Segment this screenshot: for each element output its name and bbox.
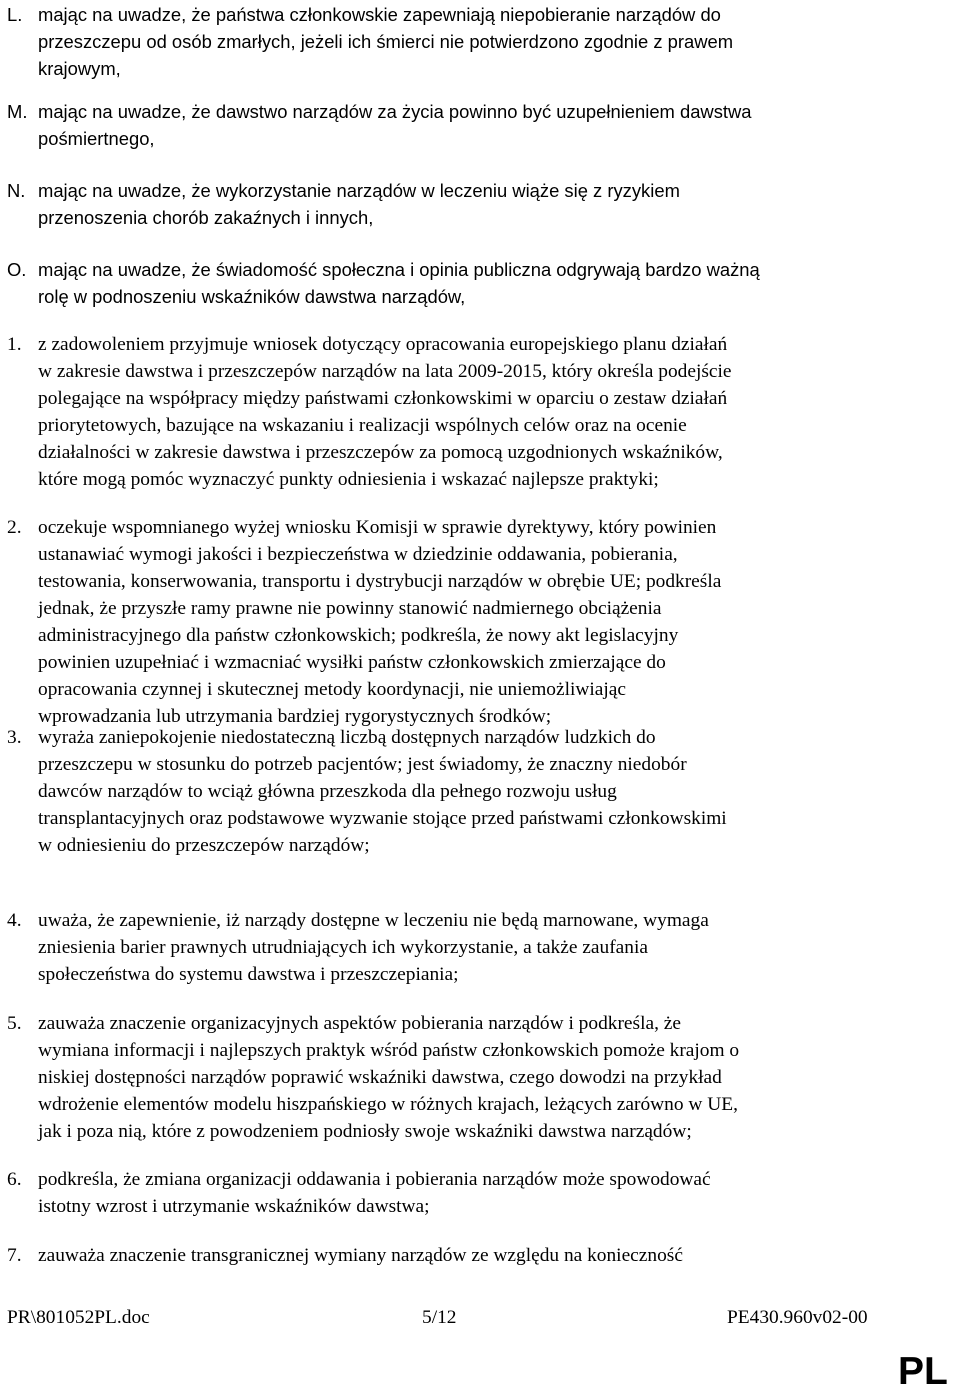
text-line: działalności w zakresie dawstwa i przeszczepów za pomocą uzgodnionych wskaźników, (38, 442, 723, 463)
text-line: uważa, że zapewnienie, iż narządy dostępne w leczeniu nie będą marnowane, wymaga (38, 910, 709, 931)
text-line: społeczeństwa do systemu dawstwa i przeszczepiania; (38, 964, 459, 985)
text-line: wyraża zaniepokojenie niedostateczną liczbą dostępnych narządów ludzkich do (38, 727, 656, 748)
text-line: w zakresie dawstwa i przeszczepów narządów na lata 2009-2015, który określa podejście (38, 361, 732, 382)
paragraph-text (38, 1010, 900, 1145)
text-line: przeszczepu od osób zmarłych, jeżeli ich śmierci nie potwierdzono zgodnie z prawem (38, 31, 734, 52)
paragraph-text (38, 724, 900, 859)
text-line: zauważa znaczenie transgranicznej wymiany narządów ze względu na konieczność (38, 1245, 683, 1266)
paragraph-o (0, 256, 900, 310)
text-line: zauważa znaczenie organizacyjnych aspektów pobierania narządów i podkreśla, że (38, 1013, 681, 1034)
paragraph-label: 5. (7, 1013, 22, 1034)
footer-pe-reference: PE430.960v02-00 (727, 1307, 868, 1328)
text-line: podkreśla, że zmiana organizacji oddawania i pobierania narządów może spowodować (38, 1169, 711, 1190)
paragraph-text (38, 1242, 900, 1269)
text-line: mając na uwadze, że świadomość społeczna i opinia publiczna odgrywają bardzo ważną (38, 259, 760, 280)
paragraph-text (38, 514, 900, 730)
text-line: polegające na współpracy między państwami członkowskimi w oparciu o zestaw działań (38, 388, 728, 409)
paragraph-text (38, 1166, 900, 1220)
text-line: wymiana informacji i najlepszych praktyk wśród państw członkowskich pomoże krajom o (38, 1040, 740, 1061)
paragraph-label: 3. (7, 727, 22, 748)
text-line: przeszczepu w stosunku do potrzeb pacjentów; jest świadomy, że znaczny niedobór (38, 754, 687, 775)
text-line: wdrożenie elementów modelu hiszpańskiego w różnych krajach, leżących zarówno w UE, (38, 1094, 738, 1115)
paragraph-text (38, 98, 900, 152)
language-badge: PL (898, 1350, 948, 1393)
text-line: zniesienia barier prawnych utrudniających ich wykorzystanie, a także zaufania (38, 937, 648, 958)
text-line: istotny wzrost i utrzymanie wskaźników dawstwa; (38, 1196, 430, 1217)
text-line: mając na uwadze, że wykorzystanie narządów w leczeniu wiąże się z ryzykiem (38, 180, 680, 201)
paragraph-3 (0, 724, 900, 859)
paragraph-label: O. (7, 259, 27, 280)
paragraph-label: 2. (7, 517, 22, 538)
paragraph-text (38, 331, 900, 493)
text-line: jak i poza nią, które z powodzeniem podniosły swoje wskaźniki dawstwa narządów; (38, 1121, 692, 1142)
text-line: z zadowoleniem przyjmuje wniosek dotyczący opracowania europejskiego planu działań (38, 334, 728, 355)
text-line: rolę w podnoszeniu wskaźników dawstwa narządów, (38, 286, 466, 307)
text-line: transplantacyjnych oraz podstawowe wyzwanie stojące przed państwami członkowskimi (38, 808, 727, 829)
paragraph-label: 4. (7, 910, 22, 931)
paragraph-7 (0, 1242, 900, 1269)
text-line: mając na uwadze, że dawstwo narządów za życia powinno być uzupełnieniem dawstwa (38, 101, 752, 122)
paragraph-label: 1. (7, 334, 22, 355)
paragraph-n (0, 177, 900, 231)
paragraph-text (38, 177, 900, 231)
text-line: opracowania czynnej i skutecznej metody koordynacji, nie uniemożliwiając (38, 679, 626, 700)
paragraph-label: N. (7, 180, 26, 201)
text-line: przenoszenia chorób zakaźnych i innych, (38, 207, 374, 228)
text-line: krajowym, (38, 58, 121, 79)
paragraph-text (38, 1, 900, 82)
paragraph-m (0, 98, 900, 152)
paragraph-l (0, 1, 900, 82)
paragraph-6 (0, 1166, 900, 1220)
text-line: jednak, że przyszłe ramy prawne nie powinny stanowić nadmiernego obciążenia (38, 598, 662, 619)
text-line: oczekuje wspomnianego wyżej wniosku Komisji w sprawie dyrektywy, który powinien (38, 517, 717, 538)
text-line: pośmiertnego, (38, 128, 155, 149)
text-line: wprowadzania lub utrzymania bardziej rygorystycznych środków; (38, 706, 552, 727)
text-line: ustanawiać wymogi jakości i bezpieczeństwa w dziedzinie oddawania, pobierania, (38, 544, 678, 565)
text-line: powinien uzupełniać i wzmacniać wysiłki państw członkowskich zmierzające do (38, 652, 666, 673)
text-line: które mogą pomóc wyznaczyć punkty odniesienia i wskazać najlepsze praktyki; (38, 469, 659, 490)
footer-doc-reference: PR\801052PL.doc (7, 1307, 150, 1328)
paragraph-label: L. (7, 4, 23, 25)
footer-page-number: 5/12 (422, 1307, 457, 1328)
paragraph-text (38, 256, 900, 310)
text-line: niskiej dostępności narządów poprawić wskaźniki dawstwa, czego dowodzi na przykład (38, 1067, 722, 1088)
paragraph-1 (0, 331, 900, 493)
text-line: mając na uwadze, że państwa członkowskie zapewniają niepobieranie narządów do (38, 4, 721, 25)
paragraph-2 (0, 514, 900, 730)
text-line: w odniesieniu do przeszczepów narządów; (38, 835, 370, 856)
paragraph-text (38, 907, 900, 988)
paragraph-label: 6. (7, 1169, 22, 1190)
paragraph-label: 7. (7, 1245, 22, 1266)
paragraph-label: M. (7, 101, 28, 122)
text-line: dawców narządów to wciąż główna przeszkoda dla pełnego rozwoju usług (38, 781, 617, 802)
text-line: administracyjnego dla państw członkowskich; podkreśla, że nowy akt legislacyjny (38, 625, 679, 646)
text-line: priorytetowych, bazujące na wskazaniu i realizacji wspólnych celów oraz na ocenie (38, 415, 687, 436)
paragraph-4 (0, 907, 900, 988)
text-line: testowania, konserwowania, transportu i dystrybucji narządów w obrębie UE; podkreśla (38, 571, 722, 592)
paragraph-5 (0, 1010, 900, 1145)
